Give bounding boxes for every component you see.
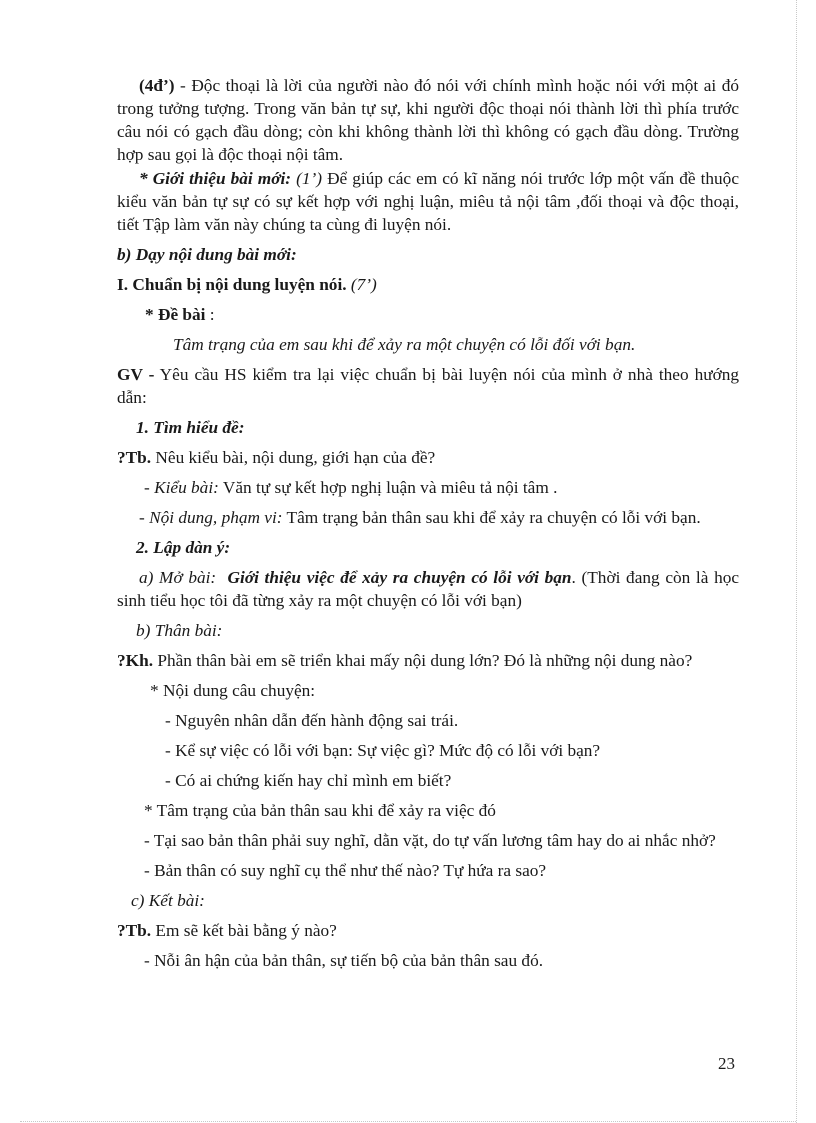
item-text-type: [117, 476, 739, 499]
heading-section-I: [117, 273, 739, 296]
question-text: Phần thân bài em sẽ triển khai mấy nội dung lớn? Đó là những nội dung nào?: [153, 651, 693, 670]
page-border-bottom: [20, 1121, 796, 1122]
section-time: (7’): [346, 275, 377, 294]
list-item: - Nguyên nhân dẫn đến hành động sai trái.: [165, 711, 459, 730]
teacher-text: Yêu cầu HS kiểm tra lại việc chuẩn bị bài luyện nói của mình ở nhà theo hướng dẫn:: [117, 365, 740, 407]
item-body-part: b) Thân bài:: [136, 621, 223, 640]
paragraph-intro-lesson: [117, 167, 739, 236]
list-item: - Tại sao bản thân phải suy nghĩ, dằn vặt, do tự vấn lương tâm hay do ai nhắc nhở?: [144, 831, 716, 850]
item-text: Tâm trạng bản thân sau khi để xảy ra chuyện có lỗi với bạn.: [282, 508, 701, 527]
list-item: - Có ai chứng kiến hay chỉ mình em biết?: [165, 771, 452, 790]
page-border-right: [796, 0, 797, 1123]
heading-teach-content: b) Dạy nội dung bài mới:: [117, 245, 297, 264]
score-label: (4đ’): [139, 76, 175, 95]
item-text: Văn tự sự kết hợp nghị luận và miêu tả nội tâm .: [218, 478, 558, 497]
topic-label: * Đề bài: [145, 305, 206, 324]
question-label: ?Tb.: [117, 448, 152, 467]
item-label: - Kiểu bài:: [144, 478, 219, 497]
item-label: - Nội dung, phạm vi:: [139, 508, 283, 527]
item-bold-text: Giới thiệu việc để xảy ra chuyện có lỗi với bạn: [227, 568, 572, 587]
teacher-label: GV -: [117, 365, 155, 384]
question-label: ?Kh.: [117, 651, 154, 670]
topic-text: Tâm trạng của em sau khi để xảy ra một chuyện có lỗi đối với bạn.: [173, 335, 636, 354]
item-label: a) Mở bài:: [139, 568, 217, 587]
mood-title: * Tâm trạng của bản thân sau khi để xảy ra việc đó: [144, 801, 496, 820]
list-item: - Kể sự việc có lỗi với bạn: Sự việc gì? Mức độ có lỗi với bạn?: [165, 741, 601, 760]
list-item: - Bản thân có suy nghĩ cụ thể như thế nào? Tự hứa ra sao?: [144, 861, 547, 880]
item-content-scope: [117, 506, 739, 529]
paragraph-text: - Độc thoại là lời của người nào đó nói với chính mình hoặc nói với một ai đó trong tưởng tượng. Trong văn bản tự sự, khi người độc thoại nói thành lời thì phía trước câu nói có gạch đầu dòng; còn khi không thành lời thì không có gạch đầu dòng. Trường hợp sau gọi là độc thoại nội tâm.: [117, 76, 739, 164]
topic-colon: :: [205, 305, 215, 324]
intro-time: (1’): [291, 169, 323, 188]
question-text: Nêu kiểu bài, nội dung, giới hạn của đề?: [151, 448, 436, 467]
item-intro-part: [117, 566, 739, 612]
paragraph-text: Để giúp các em có kĩ năng nói trước lớp một vấn đề thuộc kiểu văn bản tự sự có sự kết hợp với nghị luận, miêu tả nội tâm ,đối thoại và độc thoại, tiết Tập làm văn này chúng ta cùng đi luyện nói.: [117, 169, 739, 234]
page-number: 23: [718, 1054, 735, 1073]
question-text: Em sẽ kết bài bằng ý nào?: [151, 921, 337, 940]
item-text: . (Thời đang còn là học sinh tiểu học tôi đã từng xảy ra một chuyện có lỗi với bạn): [117, 568, 740, 610]
page-content: [117, 74, 739, 972]
item-conclusion-part: c) Kết bài:: [131, 891, 205, 910]
heading-outline: 2. Lập dàn ý:: [136, 538, 231, 557]
section-title: I. Chuẩn bị nội dung luyện nói.: [117, 275, 347, 294]
question-tb-2: [117, 919, 739, 942]
question-kh: [117, 649, 739, 672]
story-content-title: * Nội dung câu chuyện:: [150, 681, 316, 700]
heading-understand-topic: 1. Tìm hiểu đề:: [136, 418, 245, 437]
question-tb-1: [117, 446, 739, 469]
list-item: - Nỗi ân hận của bản thân, sự tiến bộ của bản thân sau đó.: [144, 951, 544, 970]
intro-label: * Giới thiệu bài mới:: [139, 169, 292, 188]
question-label: ?Tb.: [117, 921, 152, 940]
teacher-instruction: [117, 363, 739, 409]
topic-label-line: [117, 303, 739, 326]
paragraph-review-answer: [117, 74, 739, 166]
